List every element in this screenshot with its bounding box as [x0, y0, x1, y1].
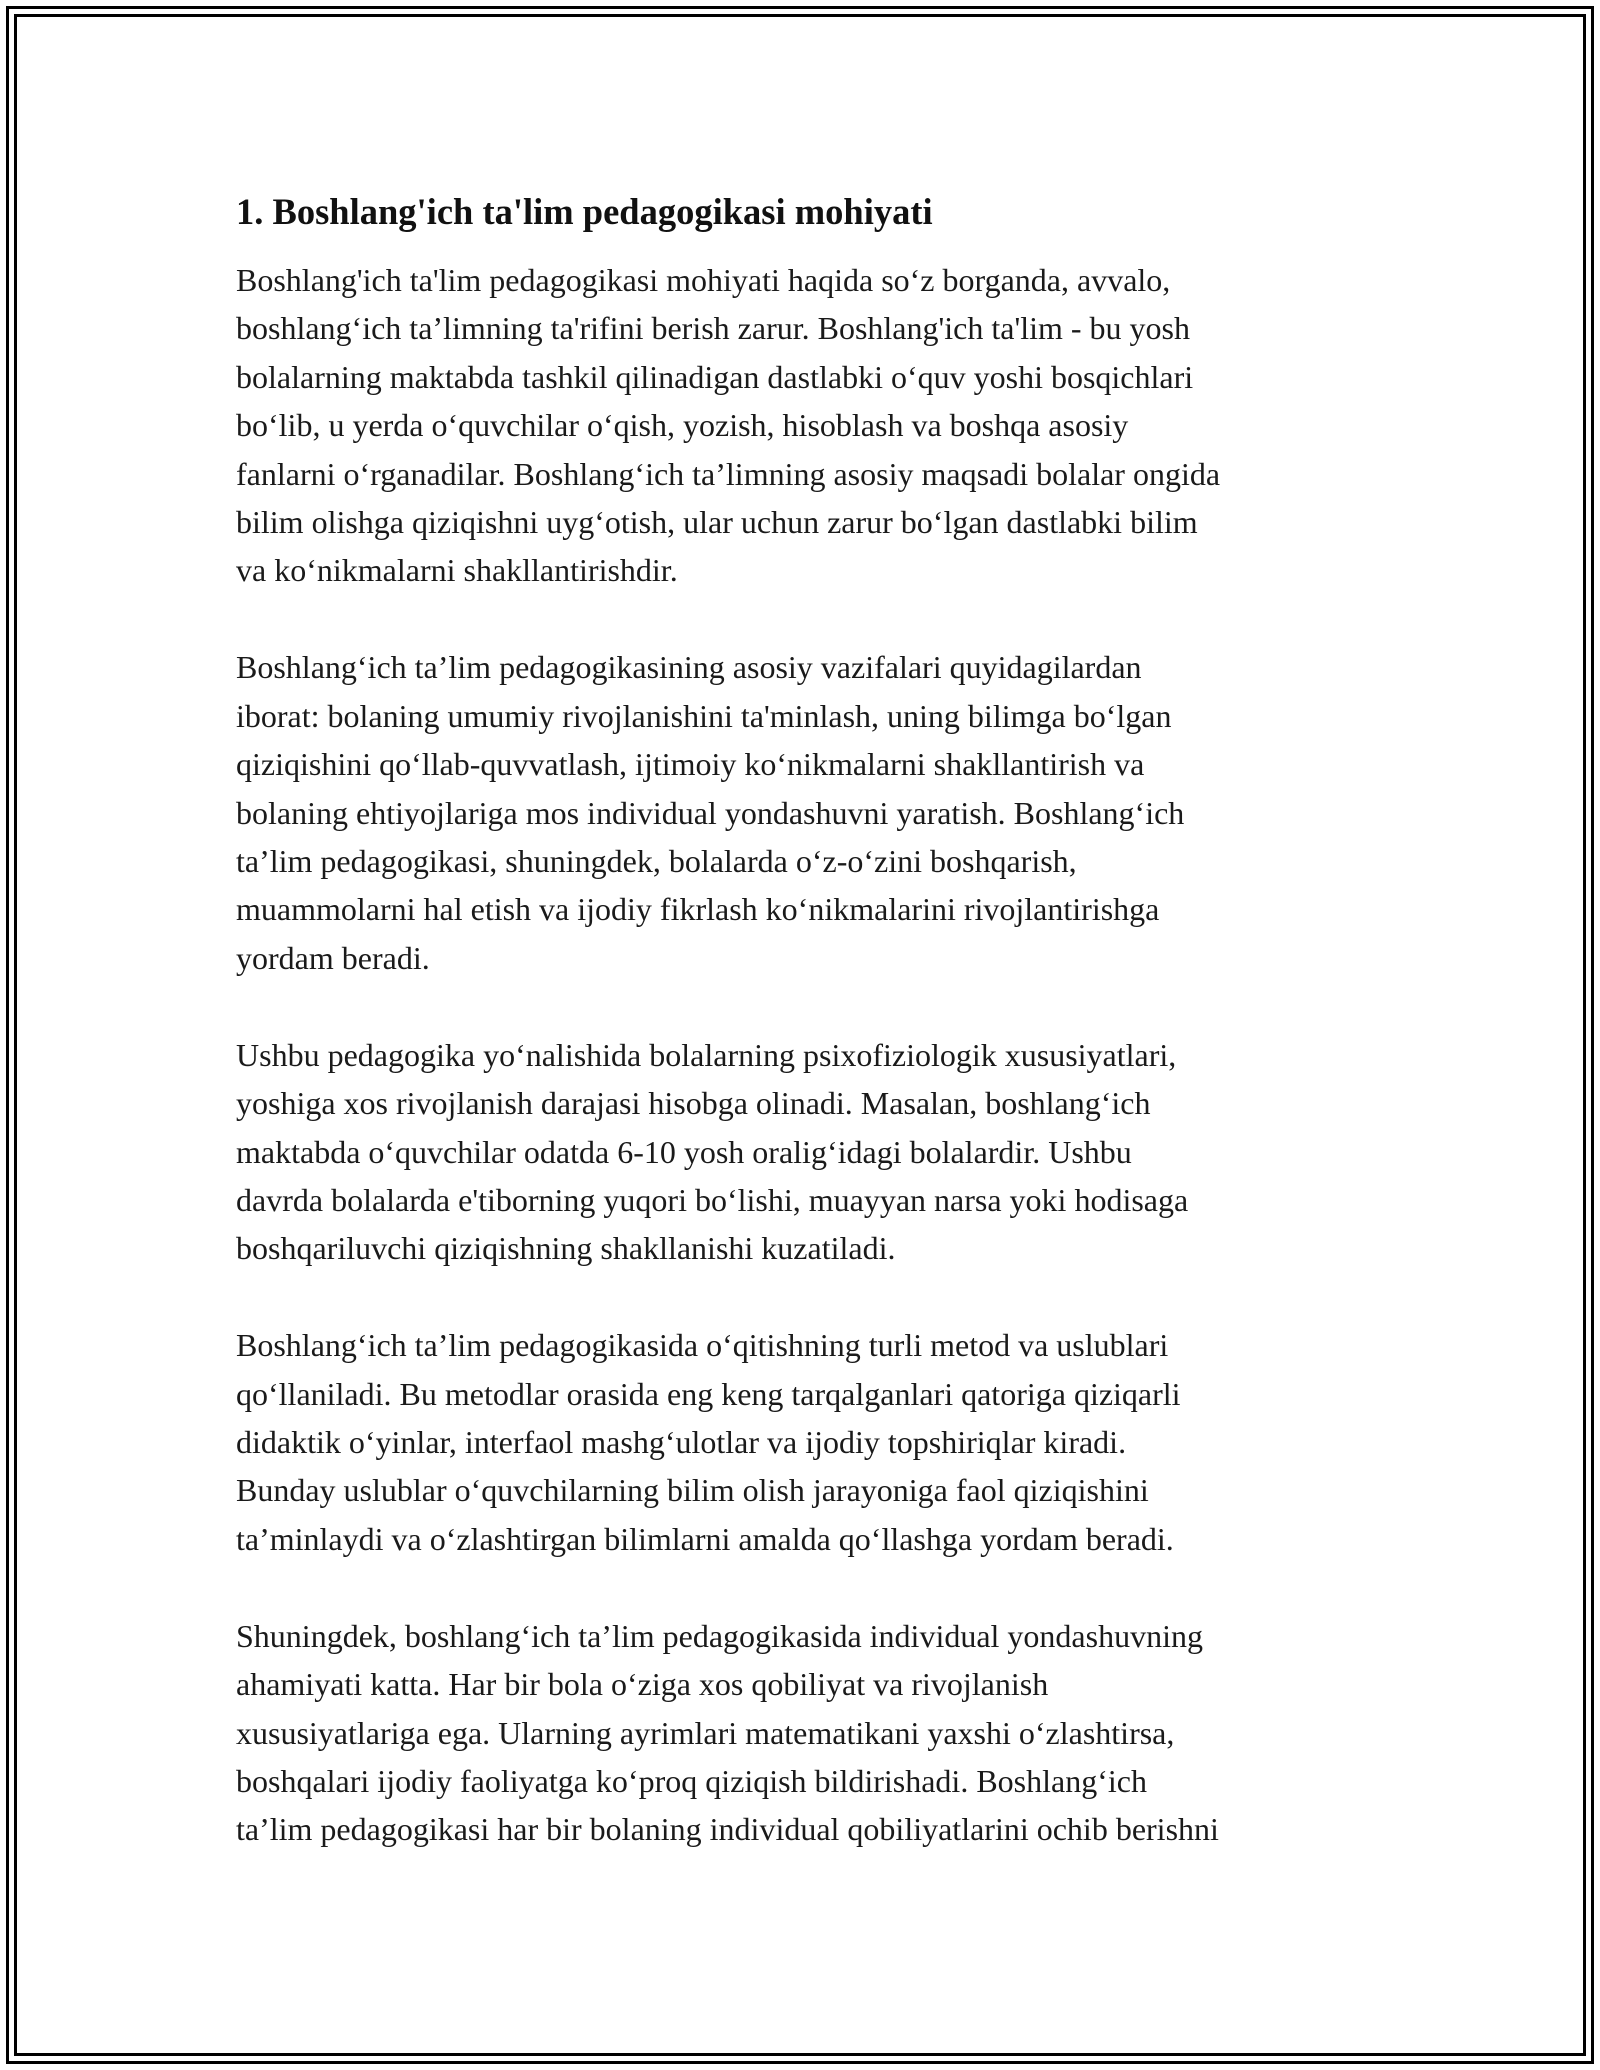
text-line: boshqariluvchi qiziqishning shakllanishi kuzatiladi.: [236, 1230, 896, 1267]
document-body: [236, 188, 1376, 1902]
text-line: fanlarni o‘rganadilar. Boshlang‘ich ta’limning asosiy maqsadi bolalar ongida: [236, 455, 1221, 492]
text-line: bolaning ehtiyojlariga mos individual yondashuvni yaratish. Boshlang‘ich: [236, 794, 1185, 831]
text-line: qiziqishini qo‘llab-quvvatlash, ijtimoiy ko‘nikmalarni shakllantirish va: [236, 746, 1145, 783]
text-line: muammolarni hal etish va ijodiy fikrlash ko‘nikmalarini rivojlantirishga: [236, 891, 1160, 928]
paragraph-5: [236, 1612, 1376, 1854]
paragraph-1: [236, 256, 1376, 595]
text-line: boshlang‘ich ta’limning ta'rifini berish zarur. Boshlang'ich ta'lim - bu yosh: [236, 310, 1190, 347]
text-line: davrda bolalarda e'tiborning yuqori bo‘lishi, muayyan narsa yoki hodisaga: [236, 1181, 1189, 1218]
text-line: Boshlang‘ich ta’lim pedagogikasida o‘qitishning turli metod va uslublari: [236, 1327, 1169, 1364]
text-line: ta’minlaydi va o‘zlashtirgan bilimlarni amalda qo‘llashga yordam beradi.: [236, 1520, 1174, 1557]
text-line: iborat: bolaning umumiy rivojlanishini ta'minlash, uning bilimga bo‘lgan: [236, 697, 1172, 734]
text-line: Shuningdek, boshlang‘ich ta’lim pedagogikasida individual yondashuvning: [236, 1617, 1203, 1654]
text-line: va ko‘nikmalarni shakllantirishdir.: [236, 552, 678, 589]
text-line: yordam beradi.: [236, 939, 430, 976]
text-line: ta’lim pedagogikasi har bir bolaning individual qobiliyatlarini ochib berishni: [236, 1811, 1219, 1848]
text-line: bolalarning maktabda tashkil qilinadigan dastlabki o‘quv yoshi bosqichlari: [236, 358, 1194, 395]
text-line: Ushbu pedagogika yo‘nalishida bolalarning psixofiziologik xususiyatlari,: [236, 1036, 1177, 1073]
text-line: ahamiyati katta. Har bir bola o‘ziga xos qobiliyat va rivojlanish: [236, 1666, 1049, 1703]
text-line: yoshiga xos rivojlanish darajasi hisobga olinadi. Masalan, boshlang‘ich: [236, 1085, 1151, 1122]
text-line: bilim olishga qiziqishni uyg‘otish, ular uchun zarur bo‘lgan dastlabki bilim: [236, 504, 1198, 541]
text-line: Bunday uslublar o‘quvchilarning bilim olish jarayoniga faol qiziqishini: [236, 1472, 1149, 1509]
text-line: bo‘lib, u yerda o‘quvchilar o‘qish, yozish, hisoblash va boshqa asosiy: [236, 407, 1129, 444]
paragraph-2: [236, 643, 1376, 982]
text-line: qo‘llaniladi. Bu metodlar orasida eng keng tarqalganlari qatoriga qiziqarli: [236, 1375, 1181, 1412]
paragraph-3: [236, 1031, 1376, 1273]
text-line: boshqalari ijodiy faoliyatga ko‘proq qiziqish bildirishadi. Boshlang‘ich: [236, 1762, 1147, 1799]
text-line: Boshlang‘ich ta’lim pedagogikasining asosiy vazifalari quyidagilardan: [236, 649, 1142, 686]
section-heading: 1. Boshlang'ich ta'lim pedagogikasi mohiyati: [236, 191, 933, 232]
paragraph-4: [236, 1321, 1376, 1563]
text-line: ta’lim pedagogikasi, shuningdek, bolalarda o‘z-o‘zini boshqarish,: [236, 842, 1077, 879]
text-line: xususiyatlariga ega. Ularning ayrimlari matematikani yaxshi o‘zlashtirsa,: [236, 1714, 1175, 1751]
text-line: Boshlang'ich ta'lim pedagogikasi mohiyati haqida so‘z borganda, avvalo,: [236, 262, 1171, 298]
text-line: didaktik o‘yinlar, interfaol mashg‘ulotlar va ijodiy topshiriqlar kiradi.: [236, 1424, 1127, 1461]
text-line: maktabda o‘quvchilar odatda 6-10 yosh oralig‘idagi bolalardir. Ushbu: [236, 1133, 1132, 1170]
